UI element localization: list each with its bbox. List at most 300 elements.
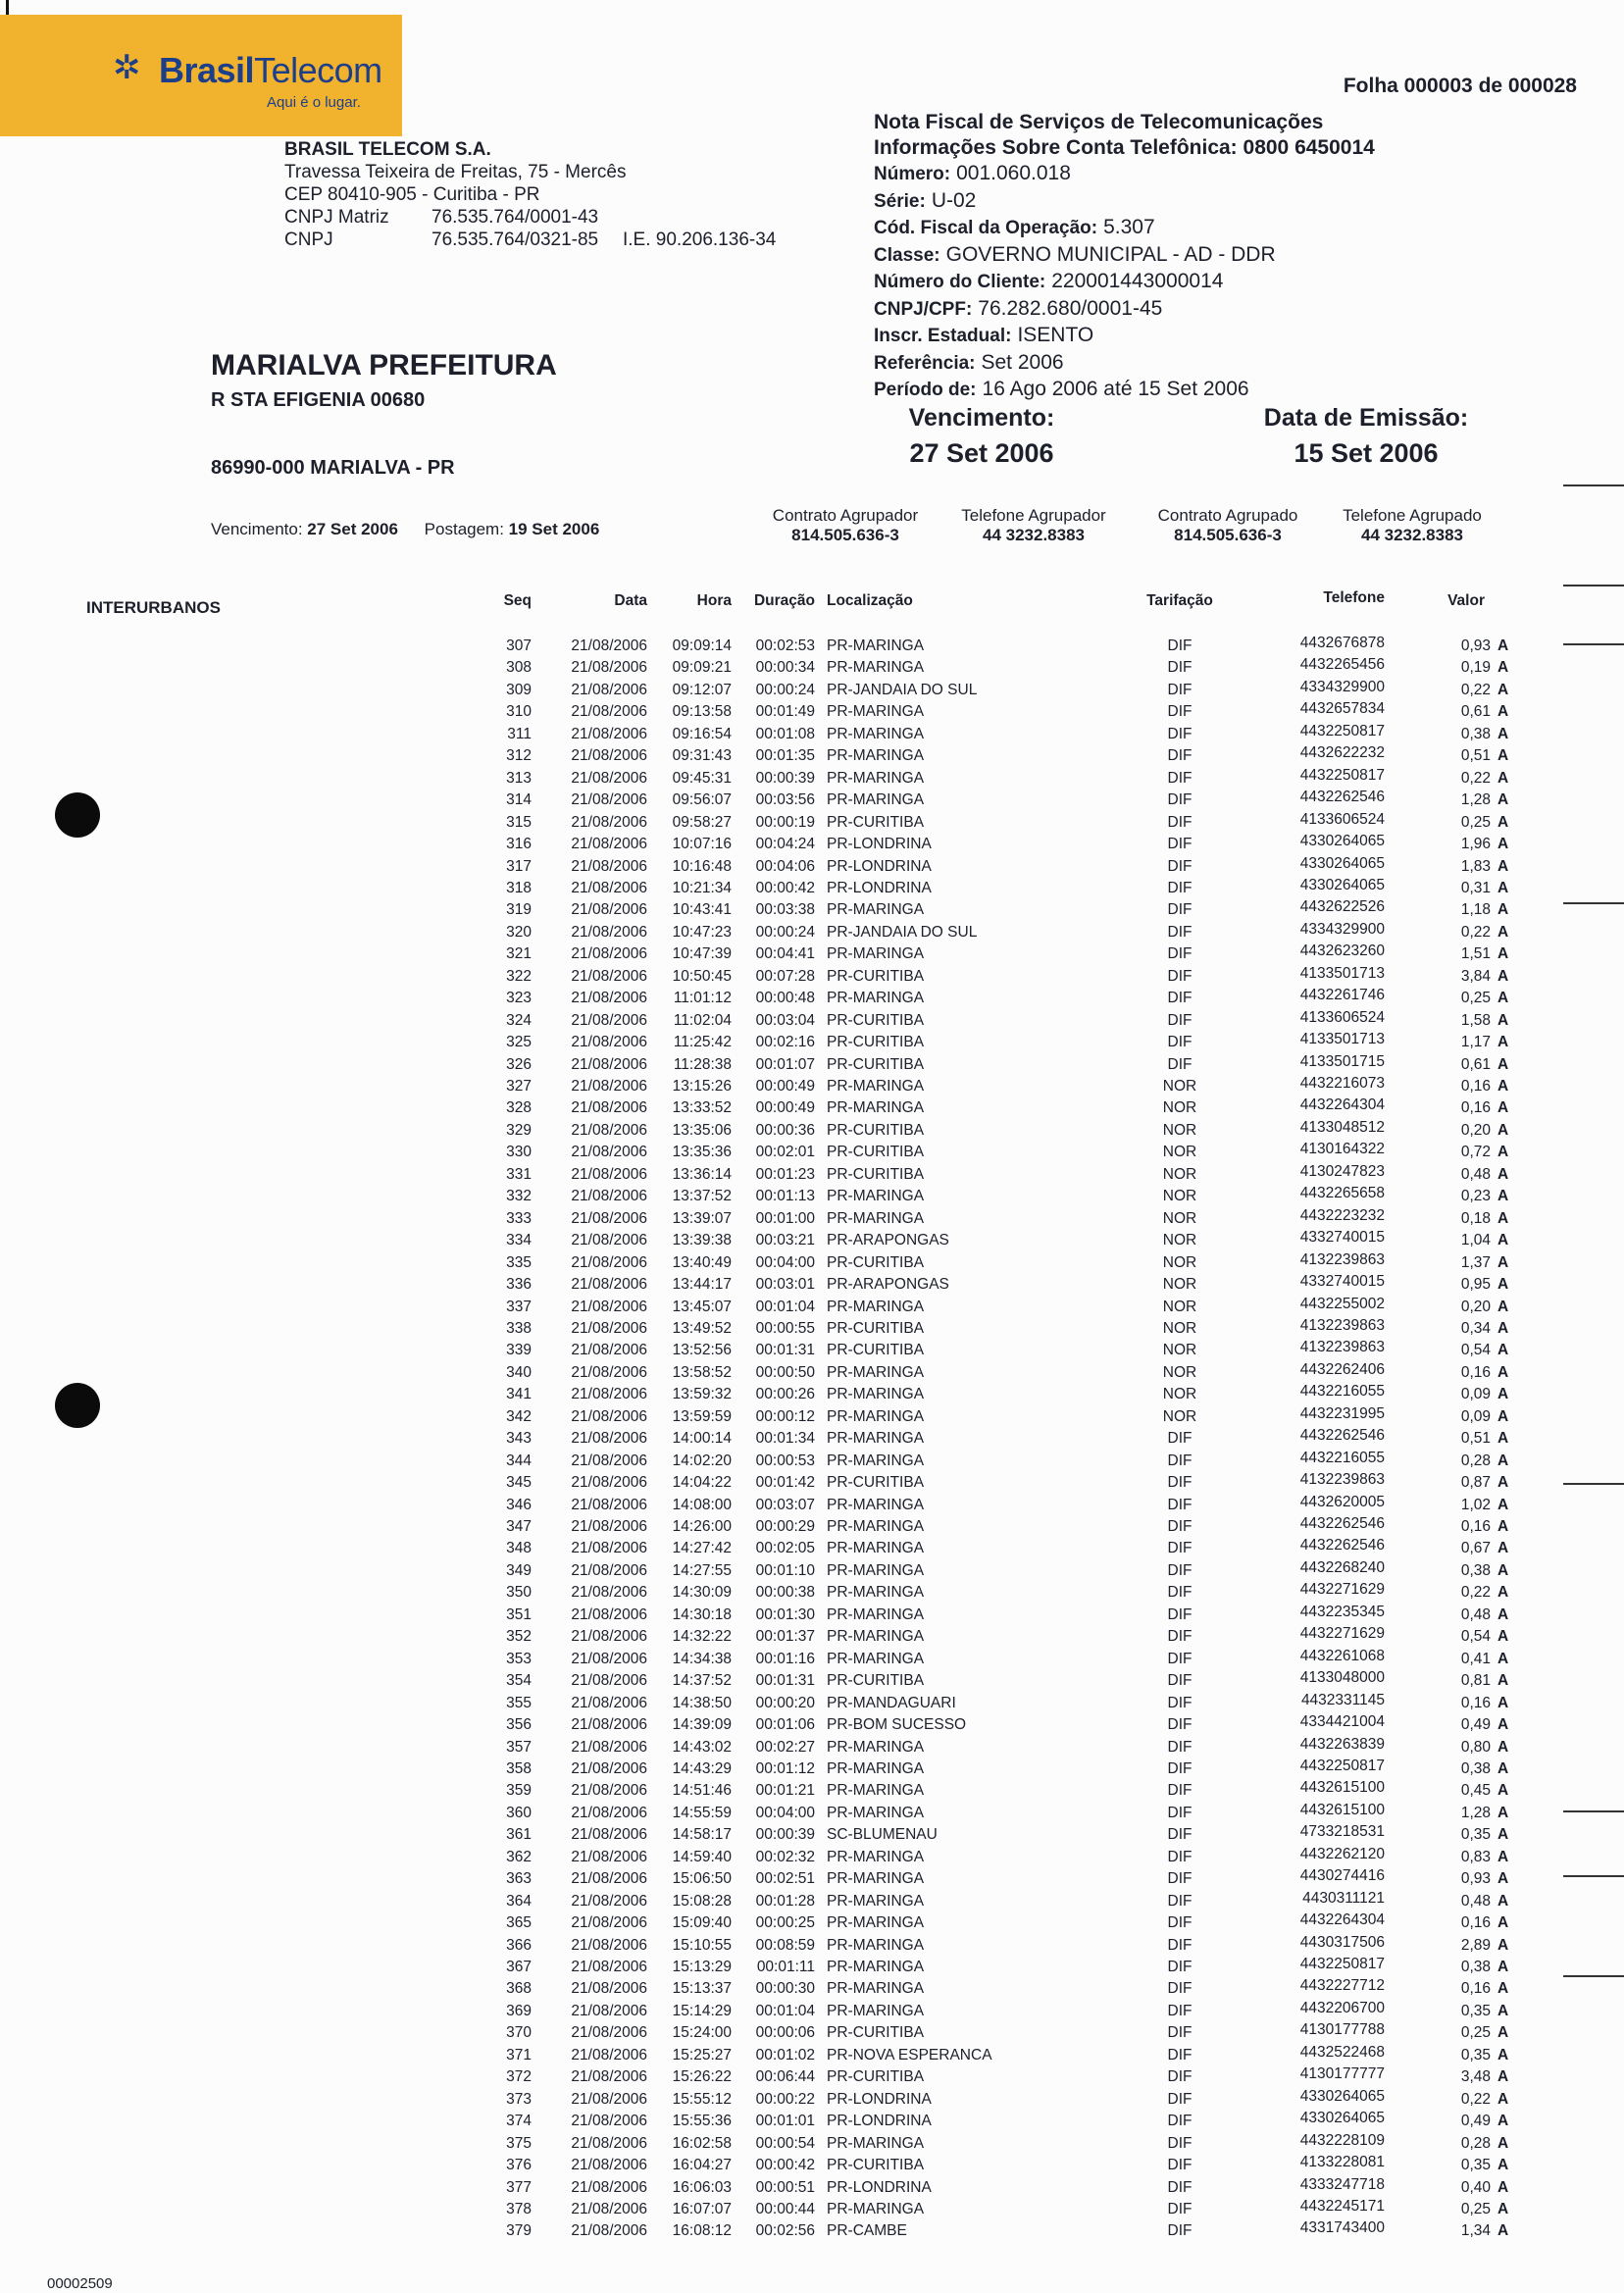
cell-localizacao: PR-MARINGA — [827, 1407, 925, 1425]
cell-hora: 16:06:03 — [672, 2178, 732, 2196]
cell-telefone: 4432268240 — [1299, 1558, 1385, 1576]
cell-localizacao: PR-MANDAGUARI — [827, 1694, 956, 1711]
cell-hora: 14:43:02 — [672, 1738, 732, 1756]
cell-hora: 13:59:59 — [672, 1407, 732, 1425]
cell-telefone: 4332740015 — [1299, 1273, 1385, 1291]
cell-duracao: 00:00:25 — [755, 1914, 815, 1932]
cell-tarifacao: DIF — [1167, 1738, 1193, 1756]
cell-tarifacao: NOR — [1162, 1121, 1197, 1139]
cell-duracao: 00:00:49 — [755, 1099, 815, 1117]
cell-flag: A — [1497, 1540, 1509, 1557]
cell-localizacao: PR-MARINGA — [827, 945, 925, 963]
cell-hora: 14:02:20 — [672, 1452, 732, 1469]
cell-tarifacao: DIF — [1167, 1826, 1193, 1844]
cell-duracao: 00:00:22 — [755, 2090, 815, 2108]
issuer-cnpj-row — [284, 229, 794, 251]
cell-tarifacao: NOR — [1162, 1232, 1197, 1249]
col-seq: Seq — [503, 592, 532, 609]
cell-flag: A — [1497, 1055, 1509, 1073]
margin-tick — [1563, 484, 1624, 486]
invoice-field — [874, 350, 1541, 378]
cell-duracao: 00:02:01 — [755, 1144, 815, 1161]
cell-flag: A — [1497, 1253, 1509, 1271]
cell-seq: 311 — [507, 725, 532, 742]
cell-seq: 341 — [506, 1386, 532, 1403]
cell-flag: A — [1497, 1936, 1509, 1954]
cell-data: 21/08/2006 — [571, 923, 647, 941]
issuer-cnpj-label: CNPJ — [284, 229, 333, 250]
cell-seq: 330 — [506, 1144, 532, 1161]
cell-telefone: 4432622526 — [1299, 898, 1385, 916]
cell-seq: 378 — [506, 2200, 532, 2217]
invoice-field-value: U-02 — [931, 188, 977, 212]
cell-duracao: 00:04:06 — [755, 857, 815, 875]
cell-seq: 362 — [506, 1848, 532, 1865]
invoice-field — [874, 296, 1541, 324]
cell-telefone: 4432245171 — [1299, 2197, 1385, 2215]
cell-localizacao: PR-MARINGA — [827, 1804, 925, 1821]
cell-localizacao: PR-LONDRINA — [827, 857, 932, 875]
cell-valor: 0,48 — [1460, 1605, 1491, 1623]
cell-localizacao: PR-MARINGA — [827, 1584, 925, 1602]
cell-valor: 0,28 — [1460, 2134, 1491, 2152]
cell-valor: 0,35 — [1460, 1826, 1491, 1844]
cell-valor: 1,02 — [1460, 1496, 1491, 1513]
cell-flag: A — [1497, 1980, 1509, 1998]
cell-valor: 0,16 — [1460, 1099, 1491, 1117]
cell-data: 21/08/2006 — [571, 1980, 647, 1998]
cell-tarifacao: DIF — [1167, 1474, 1193, 1492]
cell-localizacao: PR-CURITIBA — [827, 967, 925, 985]
cell-duracao: 00:02:05 — [755, 1540, 815, 1557]
cell-data: 21/08/2006 — [571, 1034, 647, 1051]
cell-seq: 325 — [506, 1034, 532, 1051]
cell-telefone: 4432331145 — [1300, 1691, 1385, 1708]
cell-seq: 355 — [506, 1694, 532, 1711]
invoice-info-line: Informações Sobre Conta Telefônica: 0800 6450014 — [874, 136, 1375, 159]
cell-hora: 14:08:00 — [672, 1496, 732, 1513]
cell-hora: 11:25:42 — [673, 1034, 732, 1051]
cell-seq: 367 — [506, 1959, 532, 1975]
customer-name: MARIALVA PREFEITURA — [211, 349, 557, 382]
cell-valor: 0,48 — [1460, 1165, 1491, 1183]
cell-duracao: 00:02:32 — [755, 1848, 815, 1865]
col-valor: Valor — [1447, 592, 1485, 609]
cell-localizacao: PR-MARINGA — [827, 1078, 925, 1095]
cell-valor: 0,80 — [1460, 1738, 1491, 1756]
cell-hora: 09:56:07 — [672, 791, 732, 809]
invoice-title: Nota Fiscal de Serviços de Telecomunicações — [874, 111, 1324, 133]
cell-hora: 15:13:29 — [672, 1959, 732, 1975]
cell-hora: 15:55:12 — [672, 2090, 732, 2108]
cell-hora: 15:25:27 — [672, 2046, 732, 2064]
cell-localizacao: PR-CURITIBA — [827, 1034, 925, 1051]
cell-duracao: 00:00:39 — [755, 1826, 815, 1844]
cell-data: 21/08/2006 — [571, 681, 647, 698]
cell-valor: 0,16 — [1460, 1078, 1491, 1095]
cell-telefone: 4130247823 — [1299, 1162, 1385, 1180]
cell-flag: A — [1497, 1276, 1509, 1294]
cell-localizacao: PR-MARINGA — [827, 769, 925, 787]
invoice-field-value: 001.060.018 — [956, 162, 1071, 184]
cell-data: 21/08/2006 — [571, 1959, 647, 1975]
cell-telefone: 4133048000 — [1299, 1669, 1385, 1687]
cell-flag: A — [1497, 1232, 1509, 1249]
cell-data: 21/08/2006 — [571, 1298, 647, 1315]
cell-seq: 321 — [506, 945, 532, 963]
cell-data: 21/08/2006 — [571, 2002, 647, 2019]
cell-flag: A — [1497, 1298, 1509, 1315]
cell-localizacao: PR-MARINGA — [827, 1561, 925, 1579]
cell-seq: 375 — [506, 2134, 532, 2152]
cell-duracao: 00:01:12 — [755, 1759, 815, 1777]
cell-seq: 349 — [506, 1561, 532, 1579]
cell-duracao: 00:04:41 — [755, 945, 815, 963]
cell-hora: 14:30:18 — [672, 1605, 732, 1623]
cell-flag: A — [1497, 2113, 1509, 2130]
cell-tarifacao: DIF — [1167, 813, 1193, 831]
invoice-field-label: Número: — [874, 164, 951, 184]
invoice-field-value: 76.282.680/0001-45 — [978, 296, 1163, 320]
cell-seq: 366 — [506, 1936, 532, 1954]
cell-hora: 10:43:41 — [672, 901, 732, 919]
cell-seq: 369 — [506, 2002, 532, 2019]
cell-data: 21/08/2006 — [571, 1121, 647, 1139]
cell-telefone: 4330264065 — [1299, 2087, 1385, 2105]
cell-valor: 1,18 — [1460, 901, 1491, 919]
cell-tarifacao: DIF — [1167, 1782, 1193, 1800]
cell-valor: 0,25 — [1460, 813, 1491, 831]
table-header — [0, 589, 1624, 616]
invoice-field-label: Inscr. Estadual: — [874, 326, 1012, 346]
cell-telefone: 4130164322 — [1299, 1141, 1385, 1158]
cell-tarifacao: DIF — [1167, 2090, 1193, 2108]
cell-tarifacao: DIF — [1167, 990, 1193, 1007]
cell-seq: 314 — [506, 791, 532, 809]
cell-seq: 344 — [506, 1452, 532, 1469]
brasiltelecom-mark-icon: ✲ — [113, 49, 141, 86]
cell-telefone: 4133606524 — [1299, 810, 1385, 828]
group-contract-agrupador: Contrato Agrupador 814.505.636-3 — [772, 506, 919, 544]
group-phone-agrupador: Telefone Agrupador 44 3232.8383 — [961, 506, 1106, 544]
cell-hora: 09:09:21 — [672, 659, 732, 677]
cell-hora: 11:28:38 — [673, 1055, 732, 1073]
cell-duracao: 00:02:51 — [755, 1870, 815, 1888]
cell-localizacao: PR-MARINGA — [827, 637, 925, 654]
cell-localizacao: PR-MARINGA — [827, 2134, 925, 2152]
cell-tarifacao: NOR — [1162, 1188, 1197, 1205]
cell-valor: 0,81 — [1460, 1672, 1491, 1690]
cell-telefone: 4432223232 — [1299, 1206, 1385, 1224]
cell-hora: 14:27:42 — [672, 1540, 732, 1557]
cell-telefone: 4432261068 — [1299, 1647, 1385, 1664]
cell-flag: A — [1497, 703, 1509, 721]
cell-seq: 327 — [506, 1078, 532, 1095]
cell-flag: A — [1497, 747, 1509, 765]
cell-flag: A — [1497, 659, 1509, 677]
cell-hora: 13:37:52 — [672, 1188, 732, 1205]
cell-data: 21/08/2006 — [571, 2178, 647, 2196]
cell-valor: 0,54 — [1460, 1628, 1491, 1646]
cell-duracao: 00:00:24 — [755, 923, 815, 941]
cell-data: 21/08/2006 — [571, 2068, 647, 2086]
cell-tarifacao: NOR — [1162, 1319, 1197, 1337]
cell-hora: 14:38:50 — [672, 1694, 732, 1711]
cell-localizacao: PR-CURITIBA — [827, 1319, 925, 1337]
cell-localizacao: PR-MARINGA — [827, 1628, 925, 1646]
col-tarifacao: Tarifação — [1146, 592, 1213, 609]
cell-localizacao: PR-MARINGA — [827, 1188, 925, 1205]
cell-flag: A — [1497, 791, 1509, 809]
cell-valor: 0,20 — [1460, 1121, 1491, 1139]
cell-valor: 0,22 — [1460, 769, 1491, 787]
cell-seq: 368 — [506, 1980, 532, 1998]
cell-tarifacao: NOR — [1162, 1165, 1197, 1183]
cell-telefone: 4132239863 — [1299, 1316, 1385, 1334]
cell-data: 21/08/2006 — [571, 1605, 647, 1623]
cell-seq: 317 — [506, 857, 532, 875]
cell-flag: A — [1497, 1848, 1509, 1865]
cell-hora: 13:15:26 — [672, 1078, 732, 1095]
cell-hora: 13:44:17 — [672, 1276, 732, 1294]
cell-tarifacao: DIF — [1167, 1540, 1193, 1557]
cell-duracao: 00:00:48 — [755, 990, 815, 1007]
cell-seq: 316 — [506, 836, 532, 853]
cell-telefone: 4432620005 — [1299, 1493, 1385, 1510]
cell-seq: 354 — [506, 1672, 532, 1690]
cell-tarifacao: DIF — [1167, 1628, 1193, 1646]
cell-seq: 350 — [506, 1584, 532, 1602]
cell-localizacao: PR-MARINGA — [827, 1848, 925, 1865]
invoice-field-label: Período de: — [874, 380, 977, 400]
cell-localizacao: PR-MARINGA — [827, 747, 925, 765]
cell-tarifacao: DIF — [1167, 1055, 1193, 1073]
cell-flag: A — [1497, 1034, 1509, 1051]
cell-data: 21/08/2006 — [571, 857, 647, 875]
cell-seq: 345 — [506, 1474, 532, 1492]
cell-localizacao: PR-MARINGA — [827, 2002, 925, 2019]
cell-localizacao: PR-MARINGA — [827, 1099, 925, 1117]
issuer-block — [284, 138, 794, 251]
cell-hora: 15:06:50 — [672, 1870, 732, 1888]
cell-localizacao: PR-ARAPONGAS — [827, 1232, 949, 1249]
cell-telefone: 4133501715 — [1299, 1052, 1385, 1070]
cell-hora: 14:34:38 — [672, 1650, 732, 1667]
cell-tarifacao: NOR — [1162, 1253, 1197, 1271]
cell-data: 21/08/2006 — [571, 1848, 647, 1865]
cell-tarifacao: DIF — [1167, 1892, 1193, 1910]
cell-telefone: 4330264065 — [1299, 854, 1385, 872]
cell-duracao: 00:01:42 — [755, 1474, 815, 1492]
cell-seq: 343 — [506, 1430, 532, 1448]
group-contracts — [757, 506, 1512, 553]
cell-hora: 14:37:52 — [672, 1672, 732, 1690]
invoice-field-value: ISENTO — [1017, 324, 1094, 346]
cell-localizacao: PR-MARINGA — [827, 990, 925, 1007]
cell-data: 21/08/2006 — [571, 836, 647, 853]
cell-duracao: 00:00:26 — [755, 1386, 815, 1403]
invoice-field — [874, 161, 1541, 188]
cell-seq: 370 — [506, 2024, 532, 2042]
cell-hora: 15:08:28 — [672, 1892, 732, 1910]
cell-duracao: 00:01:04 — [755, 1298, 815, 1315]
cell-flag: A — [1497, 901, 1509, 919]
cell-valor: 0,38 — [1460, 1759, 1491, 1777]
cell-valor: 0,25 — [1460, 990, 1491, 1007]
invoice-field-label: Cód. Fiscal da Operação: — [874, 218, 1098, 238]
cell-duracao: 00:01:00 — [755, 1209, 815, 1227]
cell-tarifacao: DIF — [1167, 1672, 1193, 1690]
cell-telefone: 4432265456 — [1299, 656, 1385, 674]
cell-data: 21/08/2006 — [571, 1561, 647, 1579]
cell-localizacao: PR-MARINGA — [827, 2200, 925, 2217]
cell-tarifacao: DIF — [1167, 791, 1193, 809]
cell-tarifacao: DIF — [1167, 703, 1193, 721]
cell-seq: 310 — [506, 703, 532, 721]
cell-hora: 09:31:43 — [672, 747, 732, 765]
cell-telefone: 4432262546 — [1299, 789, 1385, 806]
cell-valor: 0,20 — [1460, 1298, 1491, 1315]
cell-localizacao: SC-BLUMENAU — [827, 1826, 938, 1844]
cell-seq: 335 — [506, 1253, 532, 1271]
due-post-line — [211, 520, 599, 539]
cell-valor: 1,28 — [1460, 1804, 1491, 1821]
cell-localizacao: PR-CAMBE — [827, 2222, 907, 2240]
cell-flag: A — [1497, 637, 1509, 654]
cell-data: 21/08/2006 — [571, 1078, 647, 1095]
cell-data: 21/08/2006 — [571, 1165, 647, 1183]
cell-telefone: 4432255002 — [1299, 1295, 1385, 1312]
cell-flag: A — [1497, 2157, 1509, 2174]
cell-duracao: 00:02:16 — [755, 1034, 815, 1051]
invoice-field-label: Número do Cliente: — [874, 272, 1046, 292]
cell-seq: 328 — [506, 1099, 532, 1117]
cell-localizacao: PR-MARINGA — [827, 1452, 925, 1469]
cell-tarifacao: DIF — [1167, 1804, 1193, 1821]
due-label: Vencimento: — [908, 404, 1055, 432]
cell-localizacao: PR-CURITIBA — [827, 1165, 925, 1183]
cell-hora: 13:45:07 — [672, 1298, 732, 1315]
invoice-field-label: Referência: — [874, 352, 976, 374]
cell-telefone: 4132239863 — [1299, 1250, 1385, 1268]
cell-duracao: 00:01:02 — [755, 2046, 815, 2064]
cell-localizacao: PR-MARINGA — [827, 1936, 925, 1954]
cell-valor: 0,09 — [1460, 1407, 1491, 1425]
cell-hora: 14:55:59 — [672, 1804, 732, 1821]
cell-flag: A — [1497, 1959, 1509, 1975]
cell-tarifacao: DIF — [1167, 1518, 1193, 1535]
cell-flag: A — [1497, 1804, 1509, 1821]
cell-telefone: 4432262546 — [1299, 1427, 1385, 1445]
cell-telefone: 4432250817 — [1299, 722, 1385, 739]
cell-hora: 10:47:39 — [672, 945, 732, 963]
cell-tarifacao: DIF — [1167, 923, 1193, 941]
cell-localizacao: PR-MARINGA — [827, 1363, 925, 1381]
cell-data: 21/08/2006 — [571, 747, 647, 765]
cell-hora: 16:07:07 — [672, 2200, 732, 2217]
cell-data: 21/08/2006 — [571, 2046, 647, 2064]
cell-data: 21/08/2006 — [571, 1826, 647, 1844]
cell-data: 21/08/2006 — [571, 1430, 647, 1448]
cell-seq: 318 — [506, 879, 532, 896]
issuer-cnpj-matriz-row — [284, 206, 794, 229]
cell-duracao: 00:01:11 — [756, 1959, 815, 1975]
cell-valor: 1,17 — [1460, 1034, 1491, 1051]
cell-hora: 13:36:14 — [672, 1165, 732, 1183]
cell-telefone: 4432262406 — [1299, 1360, 1385, 1378]
cell-telefone: 4432615100 — [1299, 1779, 1385, 1797]
cell-hora: 09:58:27 — [672, 813, 732, 831]
issuer-cnpj-matriz-label: CNPJ Matriz — [284, 207, 389, 228]
cell-seq: 352 — [506, 1628, 532, 1646]
cell-localizacao: PR-MARINGA — [827, 1298, 925, 1315]
cell-telefone: 4432264304 — [1299, 1911, 1385, 1929]
cell-hora: 10:47:23 — [672, 923, 732, 941]
invoice-field-label: Classe: — [874, 244, 940, 266]
cell-tarifacao: DIF — [1167, 1914, 1193, 1932]
cell-duracao: 00:00:42 — [755, 879, 815, 896]
cell-valor: 0,67 — [1460, 1540, 1491, 1557]
cell-telefone: 4333247718 — [1299, 2175, 1385, 2193]
cell-tarifacao: DIF — [1167, 901, 1193, 919]
cell-hora: 13:39:07 — [672, 1209, 732, 1227]
cell-valor: 0,95 — [1460, 1276, 1491, 1294]
cell-valor: 0,23 — [1460, 1188, 1491, 1205]
cell-hora: 10:16:48 — [672, 857, 732, 875]
cell-hora: 14:59:40 — [672, 1848, 732, 1865]
cell-localizacao: PR-CURITIBA — [827, 1011, 925, 1029]
cell-valor: 0,16 — [1460, 1363, 1491, 1381]
cell-localizacao: PR-MARINGA — [827, 659, 925, 677]
cell-tarifacao: DIF — [1167, 2024, 1193, 2042]
cell-localizacao: PR-MARINGA — [827, 1738, 925, 1756]
cell-tarifacao: DIF — [1167, 1936, 1193, 1954]
cell-flag: A — [1497, 967, 1509, 985]
cell-seq: 358 — [506, 1759, 532, 1777]
cell-telefone: 4130177788 — [1299, 2021, 1385, 2039]
cell-flag: A — [1497, 1605, 1509, 1623]
cell-telefone: 4432615100 — [1299, 1801, 1385, 1818]
section-label: INTERURBANOS — [86, 598, 221, 617]
cell-tarifacao: DIF — [1167, 1496, 1193, 1513]
cell-duracao: 00:01:08 — [755, 725, 815, 742]
invoice-fields — [874, 161, 1541, 404]
venc-label: Vencimento: — [211, 520, 303, 538]
cell-hora: 15:24:00 — [672, 2024, 732, 2042]
cell-flag: A — [1497, 1209, 1509, 1227]
cell-valor: 0,87 — [1460, 1474, 1491, 1492]
cell-flag: A — [1497, 879, 1509, 896]
cell-data: 21/08/2006 — [571, 1804, 647, 1821]
cell-seq: 360 — [506, 1804, 532, 1821]
cell-data: 21/08/2006 — [571, 1672, 647, 1690]
cell-valor: 1,04 — [1460, 1232, 1491, 1249]
cell-hora: 10:21:34 — [672, 879, 732, 896]
cell-flag: A — [1497, 1188, 1509, 1205]
cell-tarifacao: DIF — [1167, 967, 1193, 985]
cell-localizacao: PR-MARINGA — [827, 1605, 925, 1623]
cell-telefone: 4432522468 — [1299, 2043, 1385, 2061]
cell-duracao: 00:03:21 — [755, 1232, 815, 1249]
cell-tarifacao: DIF — [1167, 945, 1193, 963]
cell-telefone: 4432235345 — [1299, 1603, 1385, 1620]
cell-hora: 09:09:14 — [672, 637, 732, 654]
cell-data: 21/08/2006 — [571, 2157, 647, 2174]
cell-duracao: 00:00:49 — [755, 1078, 815, 1095]
cell-hora: 15:10:55 — [672, 1936, 732, 1954]
cell-duracao: 00:00:55 — [755, 1319, 815, 1337]
cell-valor: 1,37 — [1460, 1253, 1491, 1271]
